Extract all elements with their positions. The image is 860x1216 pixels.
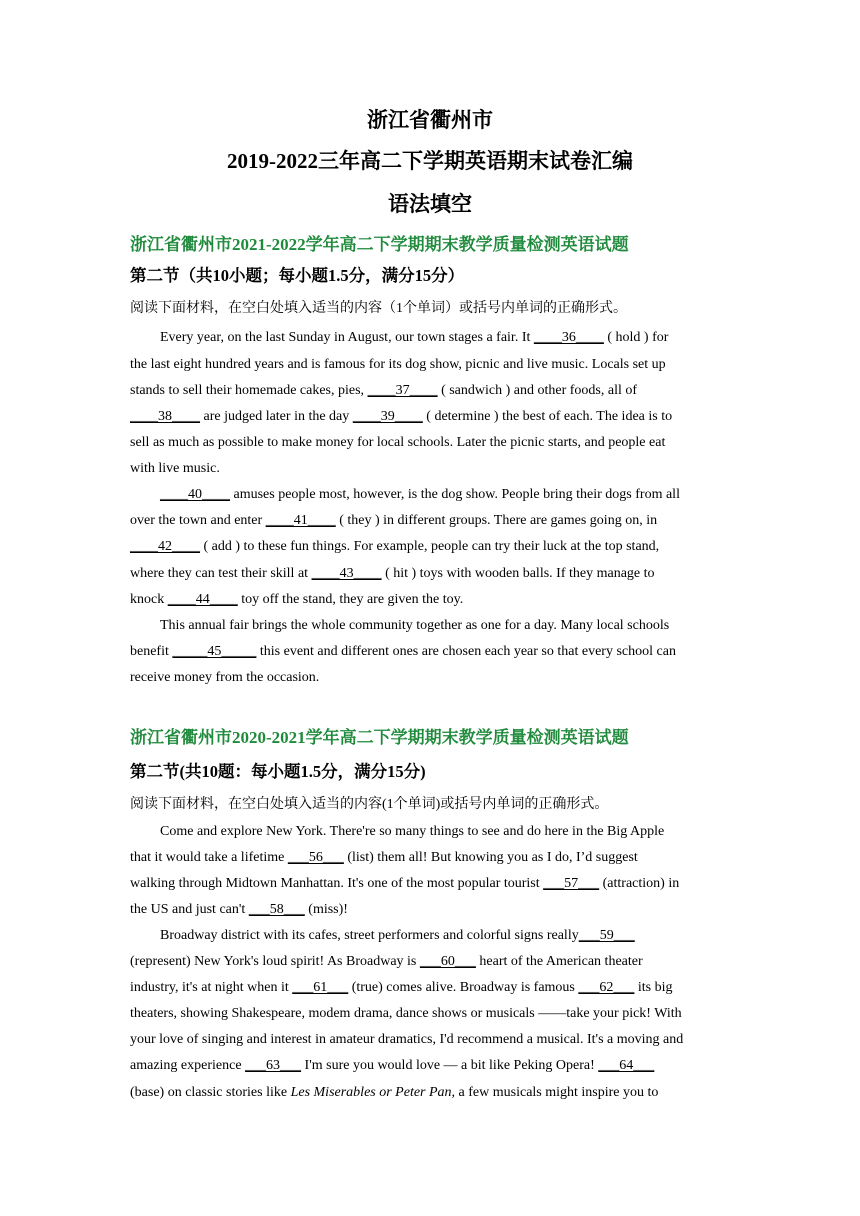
blank-40: ____40____	[160, 487, 230, 502]
section-2-source: 浙江省衢州市2020-2021学年高二下学期期末教学质量检测英语试题	[130, 728, 629, 747]
blank-42: ____42____	[130, 539, 200, 554]
blank-63: ___63___	[245, 1058, 302, 1073]
section-2-instruction: 阅读下面材料，在空白处填入适当的内容(1个单词)或括号内单词的正确形式。	[130, 797, 609, 812]
passage-2-line: that it would take a lifetime ___56___ (list) them all! But knowing you as I do, I’d suggest	[130, 850, 638, 865]
passage-2-line: walking through Midtown Manhattan. It's one of the most popular tourist ___57___ (attraction) in	[130, 876, 680, 891]
blank-43: ____43____	[311, 566, 382, 581]
passage-1-line: the last eight hundred years and is famous for its dog show, picnic and live music. Locals set up	[130, 357, 666, 372]
passage-2-line: your love of singing and interest in amateur dramatics, I'd recommend a musical. It's a moving and	[130, 1032, 684, 1047]
passage-2-line: Broadway district with its cafes, street performers and colorful signs really___59___	[160, 928, 635, 943]
blank-37: ____37____	[367, 383, 438, 398]
passage-2-line: (base) on classic stories like Les Miserables or Peter Pan, a few musicals might inspire you to	[130, 1085, 659, 1100]
passage-2-line: Come and explore New York. There're so many things to see and do here in the Big Apple	[160, 824, 665, 839]
doc-title-collection: 2019-2022三年高二下学期英语期末试卷汇编	[227, 149, 633, 173]
passage-2-line: the US and just can't ___58___ (miss)!	[130, 902, 348, 917]
section-1-part-heading: 第二节（共10小题；每小题1.5分，满分15分）	[130, 266, 465, 285]
section-1-instruction: 阅读下面材料，在空白处填入适当的内容（1个单词）或括号内单词的正确形式。	[130, 301, 627, 316]
blank-41: ____41____	[265, 513, 336, 528]
passage-1-line: ____38____ are judged later in the day ____39____ ( determine ) the best of each. The idea is to	[130, 409, 673, 424]
doc-title-topic: 语法填空	[388, 192, 472, 216]
section-2-part-heading: 第二节(共10题：每小题1.5分，满分15分)	[130, 762, 426, 781]
section-1-source: 浙江省衢州市2021-2022学年高二下学期期末教学质量检测英语试题	[130, 235, 629, 254]
passage-2-line: industry, it's at night when it ___61___ (true) comes alive. Broadway is famous ___62___ its big	[130, 980, 673, 995]
passage-1-line: stands to sell their homemade cakes, pies, ____37____ ( sandwich ) and other foods, all of	[130, 383, 638, 398]
passage-2-line: (represent) New York's loud spirit! As Broadway is ___60___ heart of the American theater	[130, 954, 643, 969]
blank-64: ___64___	[598, 1058, 655, 1073]
blank-36: ____36____	[533, 330, 604, 345]
blank-38: ____38____	[130, 409, 200, 424]
doc-title-region: 浙江省衢州市	[367, 108, 493, 132]
passage-1-line: sell as much as possible to make money for local schools. Later the picnic starts, and people eat	[130, 435, 666, 450]
passage-1-line: ____42____ ( add ) to these fun things. For example, people can try their luck at the top stand,	[130, 539, 660, 554]
blank-44: ____44____	[167, 592, 238, 607]
blank-61: ___61___	[292, 980, 349, 995]
passage-1-line: knock ____44____ toy off the stand, they are given the toy.	[130, 592, 464, 607]
passage-1-line: benefit _____45_____ this event and different ones are chosen each year so that every school can	[130, 644, 676, 659]
passage-1-line: where they can test their skill at ____43____ ( hit ) toys with wooden balls. If they manage to	[130, 566, 655, 581]
passage-1-line: ____40____ amuses people most, however, is the dog show. People bring their dogs from all	[160, 487, 680, 502]
italic-titles: Les Miserables or Peter Pan,	[290, 1085, 456, 1100]
passage-1-line: Every year, on the last Sunday in August, our town stages a fair. It ____36____ ( hold ) for	[160, 330, 669, 345]
blank-62: ___62___	[578, 980, 635, 995]
passage-1-line: over the town and enter ____41____ ( they ) in different groups. There are games going on, in	[130, 513, 658, 528]
blank-58: ___58___	[248, 902, 305, 917]
passage-1-line: This annual fair brings the whole community together as one for a day. Many local schools	[160, 618, 670, 633]
passage-2-line: theaters, showing Shakespeare, modem drama, dance shows or musicals ——take your pick! With	[130, 1006, 682, 1021]
passage-1-line: with live music.	[130, 461, 220, 476]
blank-56: ___56___	[287, 850, 344, 865]
passage-2-line: amazing experience ___63___ I'm sure you would love — a bit like Peking Opera! ___64___	[130, 1058, 655, 1073]
blank-59: ___59___	[578, 928, 635, 943]
blank-45: _____45_____	[172, 644, 257, 659]
blank-39: ____39____	[352, 409, 423, 424]
blank-57: ___57___	[543, 876, 600, 891]
blank-60: ___60___	[419, 954, 476, 969]
passage-1-line: receive money from the occasion.	[130, 670, 320, 685]
